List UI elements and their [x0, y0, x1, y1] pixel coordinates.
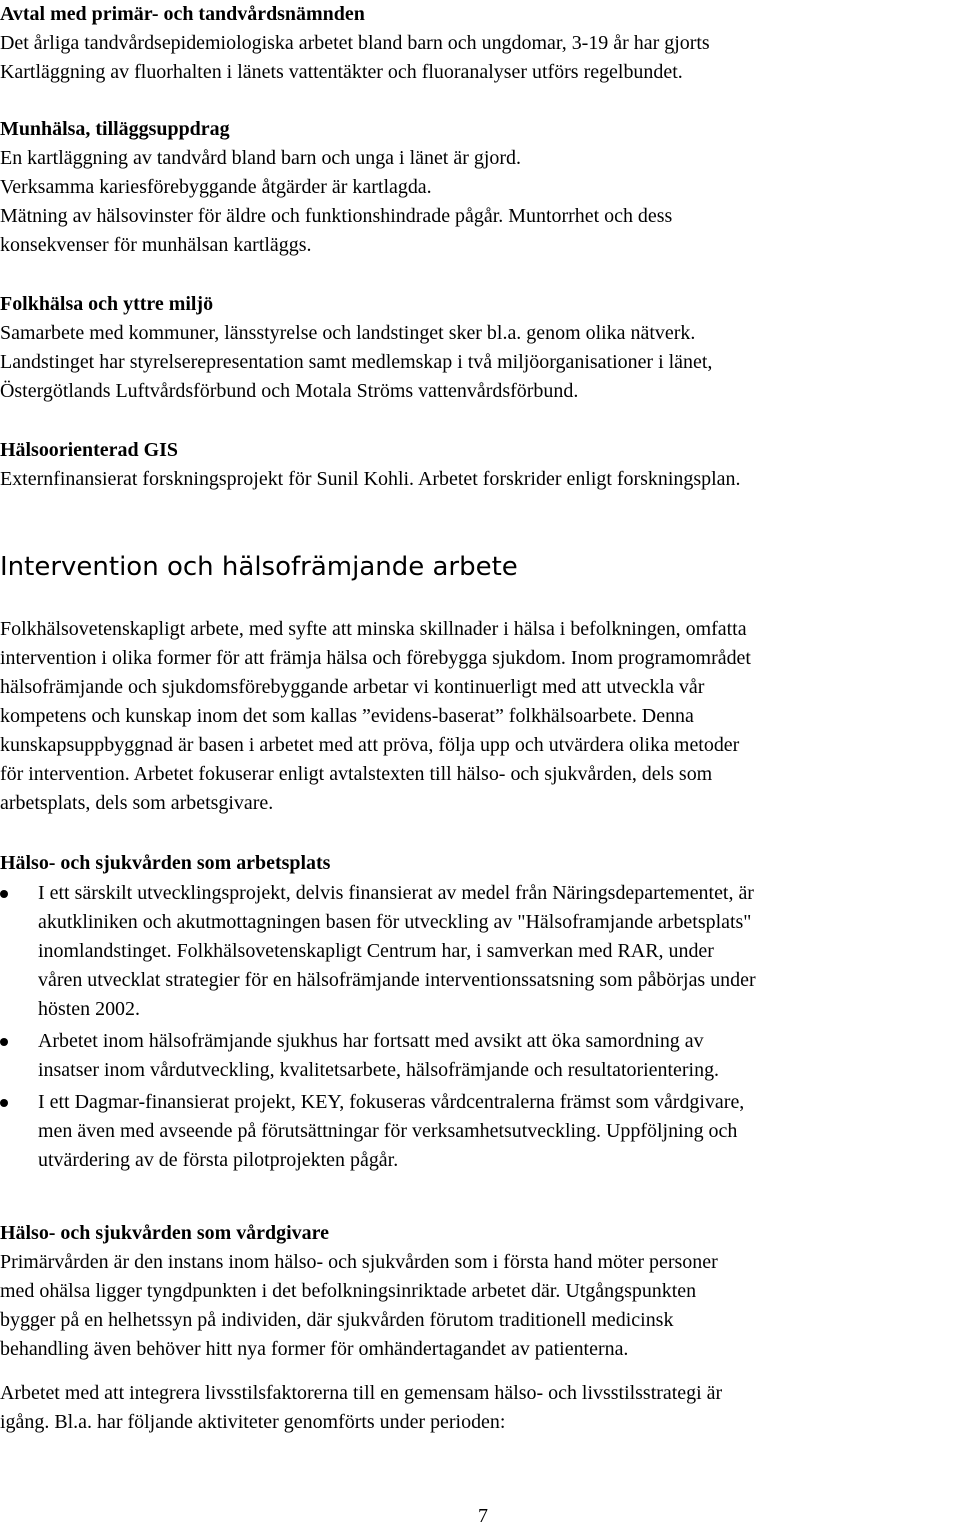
page-number: 7	[478, 1505, 488, 1527]
bullet-line: Arbetet inom hälsofrämjande sjukhus har fortsatt med avsikt att öka samordning av	[38, 1030, 704, 1052]
section-heading: Avtal med primär- och tandvårdsnämnden	[0, 3, 365, 25]
intervention-paragraph	[0, 615, 960, 818]
bullet-item	[0, 879, 960, 1024]
bullet-line: våren utvecklat strategier för en hälsofrämjande interventionssatsning som påbörjas under	[38, 969, 756, 991]
section-heading: Hälsoorienterad GIS	[0, 439, 178, 461]
bullet-line: utvärdering av de första pilotprojekten pågår.	[38, 1149, 399, 1171]
paragraph-line: med ohälsa ligger tyngdpunkten i det befolkningsinriktade arbetet där. Utgångspunkten	[0, 1280, 697, 1302]
section-heading: Folkhälsa och yttre miljö	[0, 293, 214, 315]
bullet-line: I ett Dagmar-finansierat projekt, KEY, fokuseras vårdcentralerna främst som vårdgivare,	[38, 1091, 745, 1113]
bullet-icon	[0, 890, 8, 898]
section-munhalsa	[0, 115, 960, 260]
section-vardgivare	[0, 1219, 960, 1364]
paragraph-line: kompetens och kunskap inom det som kallas ”evidens-baserat” folkhälsoarbete. Denna	[0, 705, 694, 727]
paragraph-line: Samarbete med kommuner, länsstyrelse och landstinget sker bl.a. genom olika nätverk.	[0, 322, 696, 344]
bullet-list	[0, 879, 960, 1175]
paragraph-line: Mätning av hälsovinster för äldre och funktionshindrade pågår. Muntorrhet och dess	[0, 205, 673, 227]
bullet-icon	[0, 1099, 8, 1107]
paragraph-line: hälsofrämjande och sjukdomsförebyggande arbetar vi kontinuerligt med att utveckla vår	[0, 676, 705, 698]
paragraph-line: behandling även behöver hitt nya former för omhändertagandet av patienterna.	[0, 1338, 629, 1360]
section-folkhalsa	[0, 290, 960, 406]
bullet-line: hösten 2002.	[38, 998, 140, 1020]
paragraph-line: kunskapsuppbyggnad är basen i arbetet med att pröva, följa upp och utvärdera olika metoder	[0, 734, 740, 756]
section-heading: Hälso- och sjukvården som arbetsplats	[0, 852, 331, 874]
paragraph-line: för intervention. Arbetet fokuserar enligt avtalstexten till hälso- och sjukvården, dels som	[0, 763, 713, 785]
bullet-line: men även med avseende på förutsättningar för verksamhetsutveckling. Uppföljning och	[38, 1120, 738, 1142]
paragraph-line: bygger på en helhetssyn på individen, där sjukvården förutom traditionell medicinsk	[0, 1309, 674, 1331]
bullet-item	[0, 1088, 960, 1175]
paragraph-line: Arbetet med att integrera livsstilsfaktorerna till en gemensam hälso- och livsstilsstrategi är	[0, 1382, 723, 1404]
paragraph-line: Primärvården är den instans inom hälso- och sjukvården som i första hand möter personer	[0, 1251, 718, 1273]
paragraph-line: Externfinansierat forskningsprojekt för Sunil Kohli. Arbetet forskrider enligt forskningsplan.	[0, 468, 741, 490]
bullet-icon	[0, 1038, 8, 1046]
section-arbetsplats	[0, 849, 960, 878]
paragraph-line: Landstinget har styrelserepresentation samt medlemskap i två miljöorganisationer i länet,	[0, 351, 713, 373]
paragraph-line: konsekvenser för munhälsan kartläggs.	[0, 234, 312, 256]
paragraph-line: Verksamma kariesförebyggande åtgärder är kartlagda.	[0, 176, 432, 198]
paragraph-line: arbetsplats, dels som arbetsgivare.	[0, 792, 274, 814]
paragraph-line: intervention i olika former för att främja hälsa och förebygga sjukdom. Inom programområdet	[0, 647, 751, 669]
vardgivare-paragraph-2	[0, 1379, 960, 1437]
paragraph-line: Det årliga tandvårdsepidemiologiska arbetet bland barn och ungdomar, 3-19 år har gjorts	[0, 32, 710, 54]
bullet-line: akutkliniken och akutmottagningen basen för utveckling av "Hälsoframjande arbetsplats"	[38, 911, 752, 933]
paragraph-line: En kartläggning av tandvård bland barn och unga i länet är gjord.	[0, 147, 521, 169]
bullet-line: insatser inom vårdutveckling, kvalitetsarbete, hälsofrämjande och resultatorientering.	[38, 1059, 720, 1081]
paragraph-line: Östergötlands Luftvårdsförbund och Motala Ströms vattenvårdsförbund.	[0, 380, 579, 402]
section-heading: Munhälsa, tilläggsuppdrag	[0, 118, 230, 140]
paragraph-line: igång. Bl.a. har följande aktiviteter genomförts under perioden:	[0, 1411, 506, 1433]
section-heading: Hälso- och sjukvården som vårdgivare	[0, 1222, 329, 1244]
bullet-item	[0, 1027, 960, 1085]
paragraph-line: Kartläggning av fluorhalten i länets vattentäkter och fluoranalyser utförs regelbundet.	[0, 61, 683, 83]
section-title: Intervention och hälsofrämjande arbete	[0, 552, 518, 582]
section-avtal	[0, 0, 960, 87]
bullet-line: inomlandstinget. Folkhälsovetenskapligt Centrum har, i samverkan med RAR, under	[38, 940, 714, 962]
bullet-line: I ett särskilt utvecklingsprojekt, delvis finansierat av medel från Näringsdepartementet, är	[38, 882, 754, 904]
section-gis	[0, 436, 960, 494]
paragraph-line: Folkhälsovetenskapligt arbete, med syfte att minska skillnader i hälsa i befolkningen, omfatta	[0, 618, 747, 640]
